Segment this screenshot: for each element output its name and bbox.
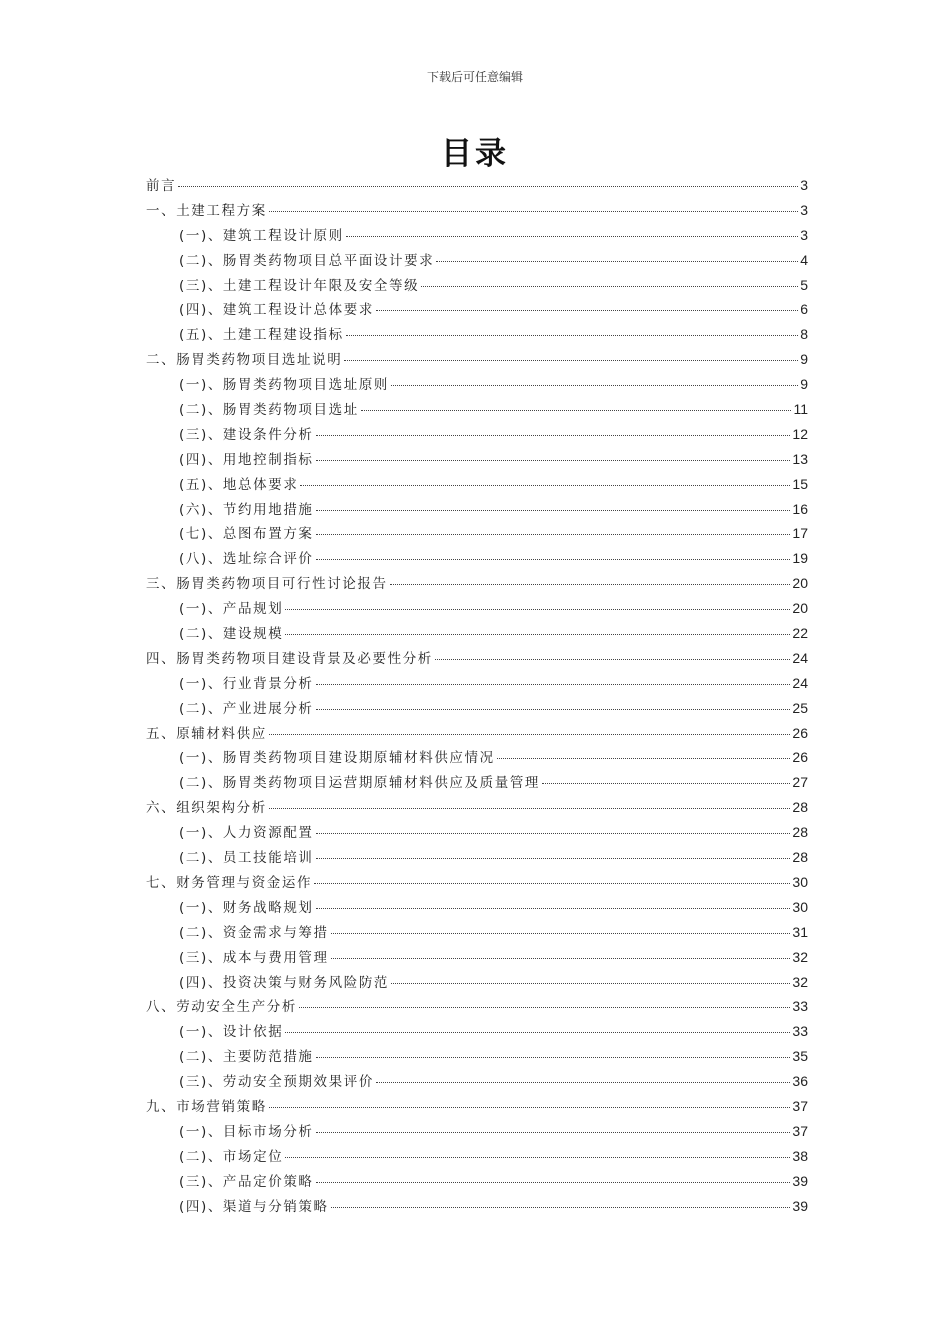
toc-entry-label: (一)、目标市场分析 (179, 1123, 314, 1140)
toc-entry[interactable] (146, 1195, 808, 1220)
toc-entry[interactable] (146, 448, 808, 473)
toc-entry[interactable] (146, 746, 808, 771)
toc-leader-dots (331, 933, 791, 934)
toc-entry-label: (三)、建设条件分析 (179, 426, 314, 443)
toc-leader-dots (316, 1057, 791, 1058)
toc-entry[interactable] (146, 597, 808, 622)
toc-leader-dots (178, 186, 798, 187)
toc-leader-dots (300, 485, 790, 486)
toc-entry-page: 33 (792, 998, 808, 1015)
toc-entry[interactable] (146, 1095, 808, 1120)
toc-leader-dots (436, 261, 798, 262)
toc-entry-label: 八、劳动安全生产分析 (146, 999, 297, 1016)
toc-entry-page: 35 (792, 1048, 808, 1065)
toc-entry-page: 20 (792, 575, 808, 592)
toc-entry-label: 五、原辅材料供应 (146, 725, 267, 742)
toc-entry-page: 17 (792, 525, 808, 542)
toc-leader-dots (376, 1082, 790, 1083)
toc-entry-page: 8 (800, 326, 808, 343)
toc-entry-label: (二)、肠胃类药物项目总平面设计要求 (179, 252, 435, 269)
toc-entry-label: 六、组织架构分析 (146, 800, 267, 817)
toc-entry-label: 一、土建工程方案 (146, 202, 267, 219)
toc-leader-dots (316, 534, 791, 535)
toc-entry[interactable] (146, 423, 808, 448)
toc-entry[interactable] (146, 995, 808, 1020)
toc-entry-label: 三、肠胃类药物项目可行性讨论报告 (146, 576, 388, 593)
toc-entry-label: (二)、员工技能培训 (179, 850, 314, 867)
toc-entry-label: (三)、土建工程设计年限及安全等级 (179, 277, 420, 294)
toc-leader-dots (391, 983, 790, 984)
toc-leader-dots (376, 310, 798, 311)
toc-entry[interactable] (146, 199, 808, 224)
toc-entry-page: 32 (792, 948, 808, 965)
toc-entry-page: 33 (792, 1023, 808, 1040)
header-note: 下载后可任意编辑 (426, 70, 523, 84)
toc-leader-dots (421, 286, 798, 287)
toc-entry[interactable] (146, 896, 808, 921)
toc-entry-label: (六)、节约用地措施 (179, 501, 314, 518)
toc-entry[interactable] (146, 323, 808, 348)
toc-entry-page: 26 (792, 724, 808, 741)
toc-leader-dots (269, 808, 791, 809)
toc-entry[interactable] (146, 1145, 808, 1170)
toc-entry-label: (七)、总图布置方案 (179, 526, 314, 543)
toc-entry-page: 37 (792, 1122, 808, 1139)
toc-entry[interactable] (146, 1170, 808, 1195)
toc-entry-page: 27 (792, 774, 808, 791)
toc-entry-page: 20 (792, 600, 808, 617)
toc-entry[interactable] (146, 274, 808, 299)
toc-entry[interactable] (146, 871, 808, 896)
toc-leader-dots (331, 958, 791, 959)
toc-leader-dots (316, 1132, 791, 1133)
toc-entry-page: 5 (800, 276, 808, 293)
toc-entry-page: 36 (792, 1073, 808, 1090)
toc-entry-label: 九、市场营销策略 (146, 1098, 267, 1115)
toc-leader-dots (435, 659, 791, 660)
toc-leader-dots (346, 236, 798, 237)
toc-entry-page: 31 (792, 923, 808, 940)
toc-entry-page: 39 (792, 1197, 808, 1214)
toc-entry-label: (二)、主要防范措施 (179, 1049, 314, 1066)
toc-leader-dots (344, 360, 798, 361)
toc-entry-label: (八)、选址综合评价 (179, 551, 314, 568)
toc-entry-page: 19 (792, 550, 808, 567)
toc-entry-page: 16 (792, 500, 808, 517)
toc-entry-page: 24 (792, 649, 808, 666)
toc-entry[interactable] (146, 522, 808, 547)
toc-leader-dots (316, 908, 791, 909)
toc-entry-label: (四)、投资决策与财务风险防范 (179, 974, 390, 991)
toc-entry-label: (二)、市场定位 (179, 1148, 284, 1165)
toc-entry-page: 25 (792, 699, 808, 716)
toc-leader-dots (316, 510, 791, 511)
toc-entry[interactable] (146, 921, 808, 946)
toc-entry[interactable] (146, 473, 808, 498)
toc-entry-label: (二)、肠胃类药物项目运营期原辅材料供应及质量管理 (179, 775, 541, 792)
toc-entry-label: (一)、肠胃类药物项目选址原则 (179, 377, 390, 394)
toc-leader-dots (316, 858, 791, 859)
toc-leader-dots (285, 609, 790, 610)
toc-entry-page: 9 (800, 351, 808, 368)
toc-entry[interactable] (146, 174, 808, 199)
toc-entry[interactable] (146, 298, 808, 323)
toc-entry[interactable] (146, 1120, 808, 1145)
toc-leader-dots (285, 634, 790, 635)
toc-entry[interactable] (146, 971, 808, 996)
toc-entry-label: (四)、渠道与分销策略 (179, 1198, 329, 1215)
table-of-contents (146, 174, 808, 1219)
toc-entry[interactable] (146, 373, 808, 398)
toc-entry-label: (三)、产品定价策略 (179, 1173, 314, 1190)
toc-entry[interactable] (146, 1020, 808, 1045)
toc-leader-dots (390, 584, 791, 585)
toc-entry-label: (一)、建筑工程设计原则 (179, 227, 344, 244)
toc-entry-page: 37 (792, 1097, 808, 1114)
toc-entry-label: (一)、人力资源配置 (179, 825, 314, 842)
toc-entry-page: 12 (792, 425, 808, 442)
toc-leader-dots (542, 783, 790, 784)
toc-entry-page: 6 (800, 301, 808, 318)
toc-entry-label: 前言 (146, 178, 177, 194)
toc-entry[interactable] (146, 572, 808, 597)
toc-entry[interactable] (146, 1070, 808, 1095)
toc-entry-label: (二)、肠胃类药物项目选址 (179, 402, 359, 419)
toc-entry-page: 15 (792, 475, 808, 492)
toc-entry-page: 38 (792, 1147, 808, 1164)
toc-entry-page: 22 (792, 625, 808, 642)
toc-entry-page: 30 (792, 873, 808, 890)
toc-entry[interactable] (146, 946, 808, 971)
toc-entry[interactable] (146, 348, 808, 373)
toc-entry[interactable] (146, 398, 808, 423)
toc-entry-label: (五)、地总体要求 (179, 476, 299, 493)
toc-entry-page: 26 (792, 749, 808, 766)
toc-entry-page: 28 (792, 824, 808, 841)
toc-entry-label: 二、肠胃类药物项目选址说明 (146, 352, 343, 369)
page-title: 目录 (441, 136, 509, 172)
toc-entry-label: (二)、资金需求与筹措 (179, 924, 329, 941)
toc-leader-dots (346, 335, 798, 336)
toc-entry-label: (一)、肠胃类药物项目建设期原辅材料供应情况 (179, 750, 495, 767)
toc-entry[interactable] (146, 796, 808, 821)
toc-entry-page: 3 (800, 177, 808, 193)
toc-leader-dots (316, 833, 791, 834)
toc-entry[interactable] (146, 224, 808, 249)
toc-entry-page: 24 (792, 674, 808, 691)
toc-entry[interactable] (146, 547, 808, 572)
toc-entry[interactable] (146, 722, 808, 747)
toc-entry-label: (三)、劳动安全预期效果评价 (179, 1074, 374, 1091)
toc-leader-dots (391, 385, 798, 386)
toc-entry[interactable] (146, 1045, 808, 1070)
toc-entry-page: 32 (792, 973, 808, 990)
toc-leader-dots (269, 1107, 791, 1108)
toc-leader-dots (285, 1032, 790, 1033)
toc-entry-label: (四)、用地控制指标 (179, 451, 314, 468)
toc-entry-page: 28 (792, 849, 808, 866)
toc-leader-dots (361, 410, 792, 411)
toc-entry-label: (一)、行业背景分析 (179, 675, 314, 692)
toc-leader-dots (316, 460, 791, 461)
toc-leader-dots (316, 709, 791, 710)
toc-leader-dots (316, 684, 791, 685)
toc-entry-label: (一)、设计依据 (179, 1024, 284, 1041)
toc-entry-label: (二)、产业进展分析 (179, 700, 314, 717)
toc-leader-dots (314, 883, 790, 884)
toc-entry-page: 3 (800, 201, 808, 218)
toc-leader-dots (316, 1182, 791, 1183)
toc-leader-dots (497, 758, 791, 759)
toc-leader-dots (331, 1207, 791, 1208)
toc-entry-label: (三)、成本与费用管理 (179, 949, 329, 966)
toc-leader-dots (316, 435, 791, 436)
toc-entry-label: 四、肠胃类药物项目建设背景及必要性分析 (146, 650, 433, 667)
toc-entry-page: 11 (793, 401, 808, 418)
toc-entry-page: 13 (792, 450, 808, 467)
toc-leader-dots (316, 559, 791, 560)
toc-entry-page: 4 (800, 251, 808, 268)
toc-entry[interactable] (146, 821, 808, 846)
toc-entry-page: 30 (792, 898, 808, 915)
toc-entry-label: (四)、建筑工程设计总体要求 (179, 302, 374, 319)
toc-entry-label: (一)、产品规划 (179, 601, 284, 618)
toc-entry-page: 3 (800, 226, 808, 243)
toc-entry-page: 9 (800, 376, 808, 393)
toc-entry-page: 28 (792, 799, 808, 816)
toc-entry[interactable] (146, 771, 808, 796)
toc-entry[interactable] (146, 846, 808, 871)
toc-entry[interactable] (146, 672, 808, 697)
toc-leader-dots (285, 1157, 790, 1158)
toc-leader-dots (269, 734, 791, 735)
toc-entry-label: (二)、建设规模 (179, 626, 284, 643)
toc-entry-label: 七、财务管理与资金运作 (146, 874, 313, 891)
toc-entry[interactable] (146, 498, 808, 523)
toc-entry[interactable] (146, 622, 808, 647)
toc-entry[interactable] (146, 647, 808, 672)
toc-entry-page: 39 (792, 1172, 808, 1189)
toc-entry-label: (一)、财务战略规划 (179, 899, 314, 916)
toc-entry[interactable] (146, 249, 808, 274)
toc-entry[interactable] (146, 697, 808, 722)
toc-entry-label: (五)、土建工程建设指标 (179, 327, 344, 344)
toc-leader-dots (269, 211, 798, 212)
toc-leader-dots (299, 1007, 790, 1008)
